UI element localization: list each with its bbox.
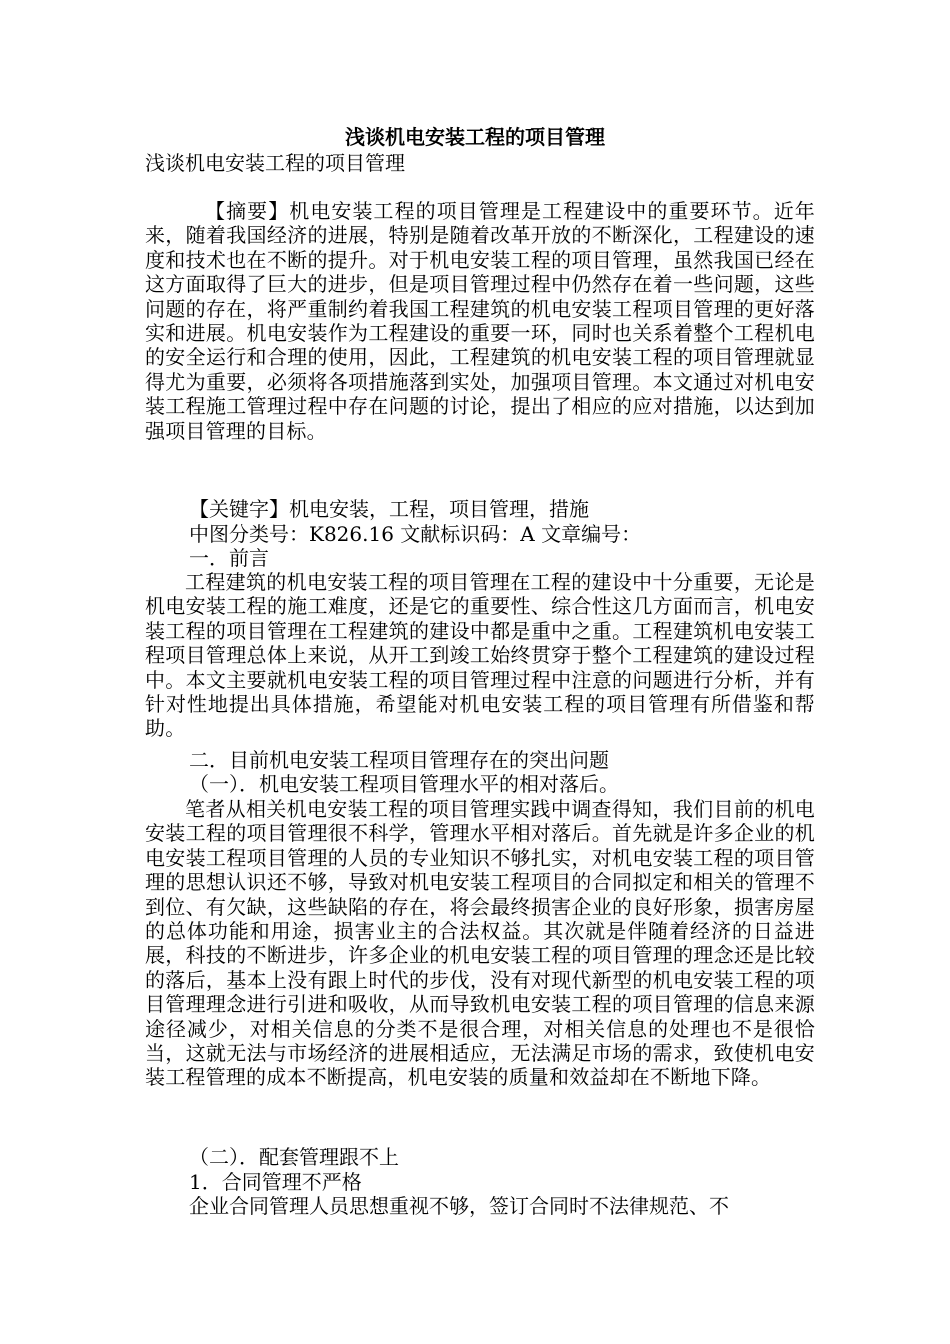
management-level-paragraph: 笔者从相关机电安装工程的项目管理实践中调查得知，我们目前的机电安装工程的项目管理很不科学，管理水平相对落后。首先就是许多企业的机电安装工程项目管理的人员的专业知识不够扎实，对机电安装工程的项目管理的思想认识还不够，导致对机电安装工程项目的合同拟定和相关的管理不到位、有欠缺，这些缺陷的存在，将会最终损害企业的良好形象，损害房屋的总体功能和用途，损害业主的合法权益。其次就是伴随着经济的日益进展，科技的不断进步，许多企业的机电安装工程的项目管理的理念还是比较的落后，基本上没有跟上时代的步伐，没有对现代新型的机电安装工程的项目管理理念进行引进和吸收，从而导致机电安装工程的项目管理的信息来源途径减少，对相关信息的分类不是很合理，对相关信息的处理也不是很恰当，这就无法与市场经济的进展相适应，无法满足市场的需求，致使机电安装工程管理的成本不断提高，机电安装的质量和效益却在不断地下降。 xyxy=(145,797,815,1090)
subsection-heading-management-level: （一）．机电安装工程项目管理水平的相对落后。 xyxy=(189,772,619,796)
section-heading-preface: 一．前言 xyxy=(189,546,269,570)
abstract-paragraph: 【摘要】机电安装工程的项目管理是工程建设中的重要环节。近年来，随着我国经济的进展，特别是随着改革开放的不断深化，工程建设的速度和技术也在不断的提升。对于机电安装工程的项目管理，虽然我国已经在这方面取得了巨大的进步，但是项目管理过程中仍然存在着一些问题，这些问题的存在，将严重制约着我国工程建筑的机电安装工程项目管理的更好落实和进展。机电安装作为工程建设的重要一环，同时也关系着整个工程机电的安全运行和合理的使用，因此，工程建筑的机电安装工程的项目管理就显得尤为重要，必须将各项措施落到实处，加强项目管理。本文通过对机电安装工程施工管理过程中存在问题的讨论，提出了相应的应对措施，以达到加强项目管理的目标。 xyxy=(145,199,815,443)
subsection-heading-supporting-management: （二）．配套管理跟不上 xyxy=(189,1145,399,1169)
list-item-contract-management: 1．合同管理不严格 xyxy=(189,1170,362,1194)
preface-paragraph: 工程建筑的机电安装工程的项目管理在工程的建设中十分重要，无论是机电安装工程的施工难度，还是它的重要性、综合性这几方面而言，机电安装工程的项目管理在工程建筑的建设中都是重中之重。工程建筑机电安装工程项目管理总体上来说，从开工到竣工始终贯穿于整个工程建筑的建设过程中。本文主要就机电安装工程的项目管理过程中注意的问题进行分析，并有针对性地提出具体措施，希望能对机电安装工程的项目管理有所借鉴和帮助。 xyxy=(145,570,815,741)
keywords-line: 【关键字】机电安装，工程，项目管理，措施 xyxy=(189,497,589,521)
contract-management-paragraph: 企业合同管理人员思想重视不够，签订合同时不法律规范、不 xyxy=(189,1194,729,1218)
document-subtitle: 浅谈机电安装工程的项目管理 xyxy=(145,151,405,175)
document-title: 浅谈机电安装工程的项目管理 xyxy=(345,125,605,149)
classification-line: 中图分类号：K826.16 文献标识码：A 文章编号： xyxy=(189,522,642,546)
section-heading-problems: 二．目前机电安装工程项目管理存在的突出问题 xyxy=(189,748,609,772)
